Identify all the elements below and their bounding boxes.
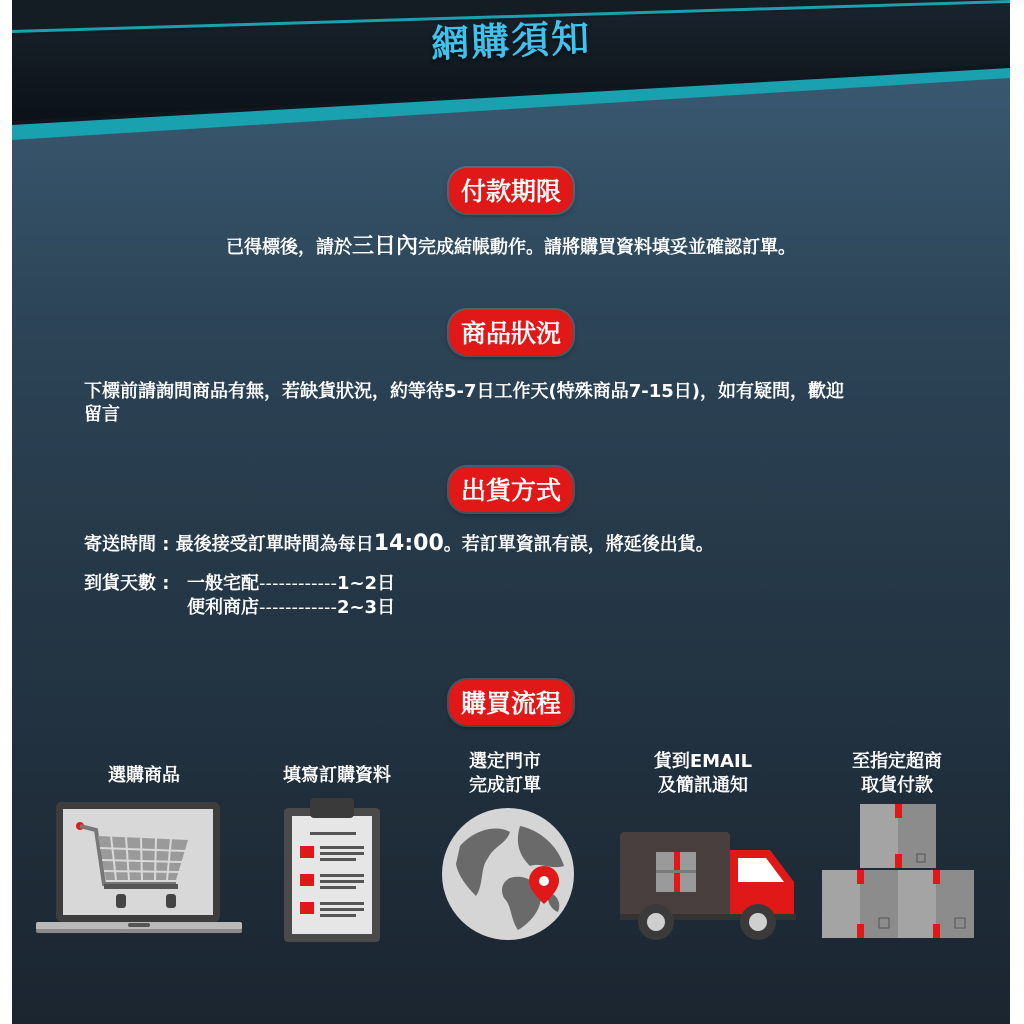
payment-text-part: 已得標後，請於 — [225, 237, 352, 258]
step-label-line: 填寫訂購資料 — [283, 765, 391, 786]
delivery-method: 便利商店 — [187, 597, 259, 618]
delivery-truck-icon — [620, 830, 800, 946]
header-banner — [12, 0, 1010, 140]
stacked-boxes-icon — [822, 804, 974, 942]
page-title: 網購須知 — [430, 15, 592, 67]
globe-pin-icon — [440, 806, 576, 946]
delivery-dashes: ------------ — [259, 597, 337, 618]
delivery-days: 2~3日 — [336, 597, 396, 618]
step-label-line: 完成訂單 — [469, 775, 541, 796]
delivery-days: 1~2日 — [336, 573, 396, 594]
payment-deadline-emphasis: 三日內 — [351, 234, 418, 259]
step-label-line: 取貨付款 — [861, 775, 933, 796]
delivery-dashes: ------------ — [259, 573, 337, 594]
step-label-line: 及簡訊通知 — [658, 775, 748, 796]
step-label-1 — [54, 764, 234, 788]
shipping-time-part: 寄送時間 : 最後接受訂單時間為每日 — [84, 534, 374, 555]
cutoff-time: 14:00 — [373, 531, 444, 556]
condition-line: 留言 — [84, 404, 120, 425]
step-label-2 — [247, 764, 427, 788]
step-label-4 — [613, 750, 793, 798]
step-label-line: 選購商品 — [108, 765, 180, 786]
laptop-cart-icon — [36, 800, 242, 944]
delivery-row — [187, 596, 395, 619]
shipping-time-part: 。若訂單資訊有誤，將延後出貨。 — [443, 534, 714, 555]
step-label-3 — [415, 750, 595, 798]
step-label-line: 選定門市 — [469, 751, 541, 772]
delivery-method: 一般宅配 — [187, 573, 259, 594]
shipping-time — [84, 532, 714, 556]
condition-text — [84, 380, 984, 426]
payment-text-part: 完成結帳動作。請將購買資料填妥並確認訂單。 — [418, 237, 796, 258]
payment-heading: 付款期限 — [449, 168, 573, 213]
clipboard-icon — [282, 798, 382, 947]
step-label-line: 至指定超商 — [852, 751, 942, 772]
condition-heading: 商品狀況 — [449, 310, 573, 355]
shipping-heading: 出貨方式 — [449, 467, 573, 512]
info-panel — [12, 0, 1010, 1024]
payment-text — [12, 235, 1010, 259]
process-heading: 購買流程 — [449, 680, 573, 725]
condition-line: 下標前請詢問商品有無，若缺貨狀況，約等待5-7日工作天(特殊商品7-15日)，如有疑問，歡迎 — [84, 381, 845, 402]
step-label-5 — [807, 750, 987, 798]
step-label-line: 貨到EMAIL — [653, 751, 753, 772]
delivery-row — [187, 572, 395, 595]
delivery-days-label: 到貨天數 : — [84, 573, 170, 594]
